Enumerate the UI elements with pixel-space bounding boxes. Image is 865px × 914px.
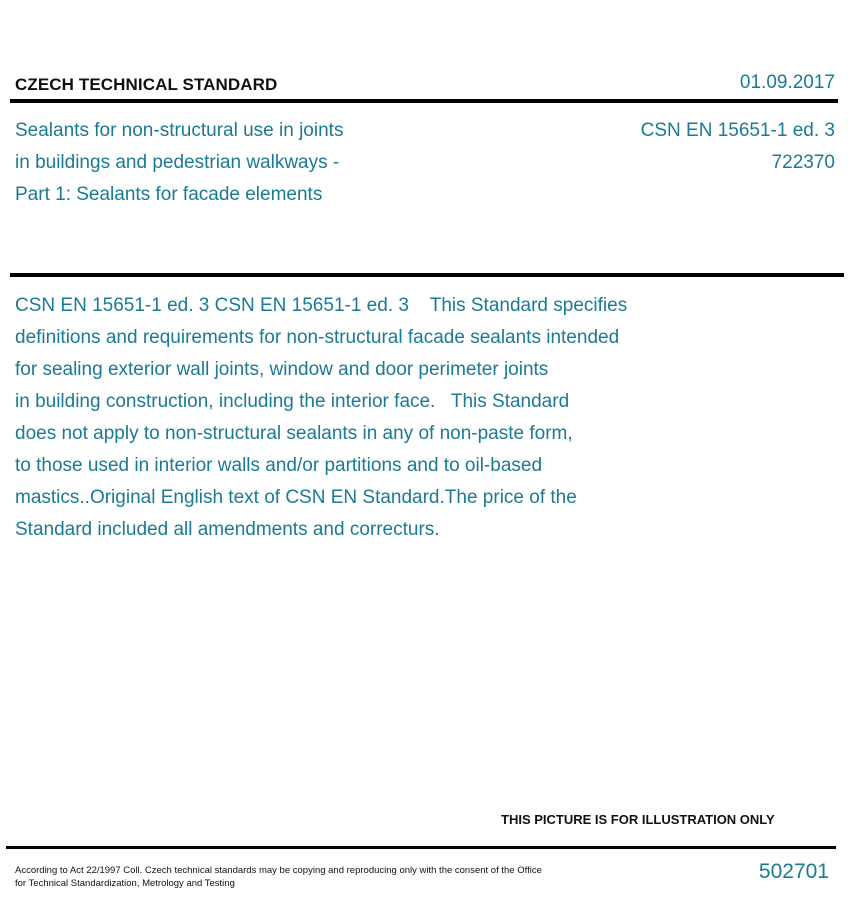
legal-notice-line: According to Act 22/1997 Coll. Czech technical standards may be copying and reproducing only with the consent of the Office bbox=[15, 865, 542, 876]
standard-title bbox=[15, 115, 343, 211]
standard-title-line: Part 1: Sealants for facade elements bbox=[15, 184, 323, 205]
section-divider bbox=[10, 273, 844, 277]
description-line: in building construction, including the interior face. This Standard bbox=[15, 391, 570, 412]
standard-designation: CSN EN 15651-1 ed. 3 bbox=[640, 120, 835, 141]
publication-date: 01.09.2017 bbox=[739, 72, 835, 93]
standard-title-line: in buildings and pedestrian walkways - bbox=[15, 152, 340, 173]
description-line: does not apply to non-structural sealants in any of non-paste form, bbox=[15, 423, 573, 444]
description-line: definitions and requirements for non-structural facade sealants intended bbox=[15, 327, 620, 348]
illustration-disclaimer: THIS PICTURE IS FOR ILLUSTRATION ONLY bbox=[501, 812, 775, 827]
standard-description bbox=[15, 290, 627, 546]
footer-code: 502701 bbox=[758, 860, 829, 883]
description-line: Standard included all amendments and correcturs. bbox=[15, 519, 440, 540]
description-line: mastics..Original English text of CSN EN Standard.The price of the bbox=[15, 487, 577, 508]
standard-identifiers bbox=[641, 115, 835, 179]
footer-divider bbox=[6, 846, 836, 849]
description-line: CSN EN 15651-1 ed. 3 CSN EN 15651-1 ed. 3 This Standard specifies bbox=[15, 295, 628, 316]
standard-title-line: Sealants for non-structural use in joints bbox=[15, 120, 344, 141]
legal-notice-line: for Technical Standardization, Metrology and Testing bbox=[15, 878, 235, 889]
catalog-number: 722370 bbox=[771, 152, 835, 173]
legal-notice bbox=[15, 864, 542, 890]
description-line: for sealing exterior wall joints, window and door perimeter joints bbox=[15, 359, 549, 380]
description-line: to those used in interior walls and/or partitions and to oil-based bbox=[15, 455, 543, 476]
header-divider bbox=[10, 99, 838, 103]
document-header-title: CZECH TECHNICAL STANDARD bbox=[15, 75, 278, 94]
